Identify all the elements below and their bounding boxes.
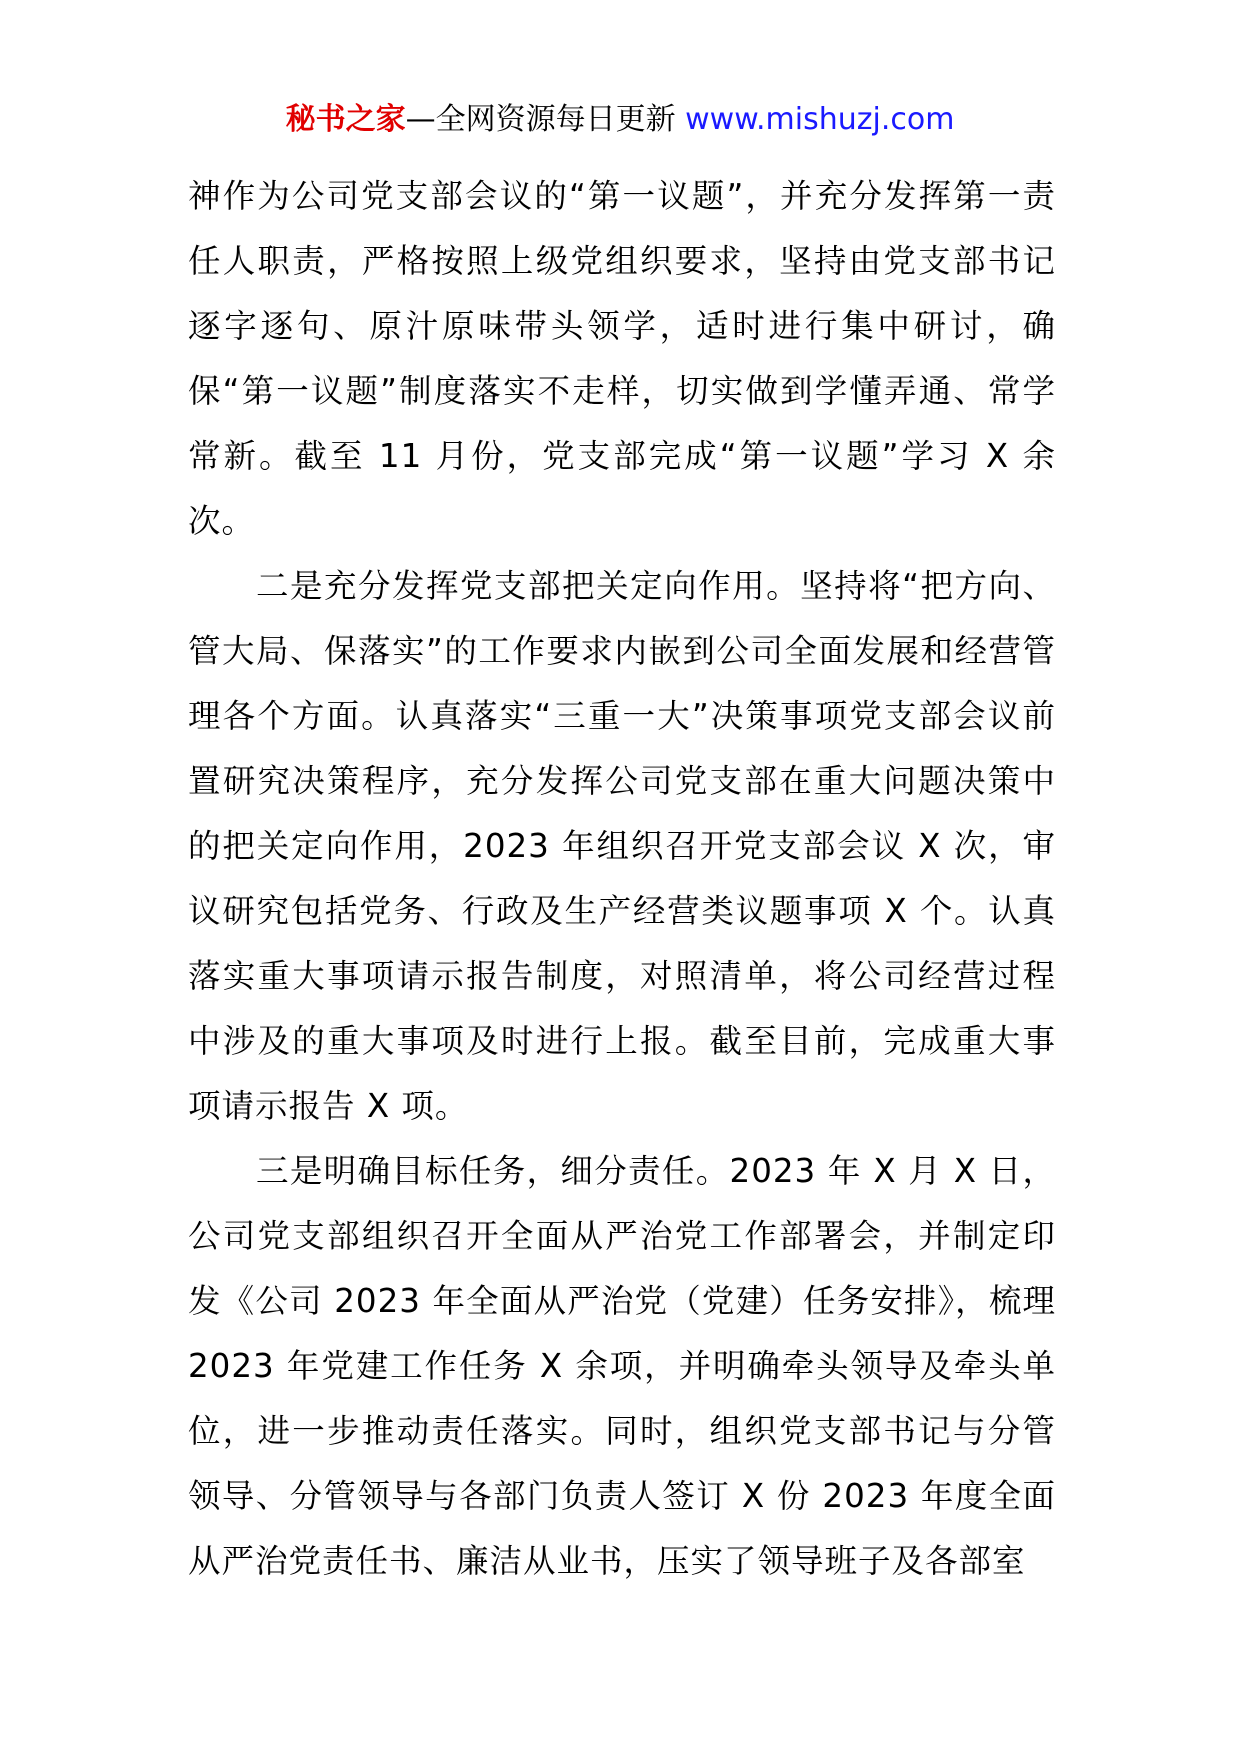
site-header (0, 100, 1240, 140)
document-body (188, 164, 1056, 1594)
header-tagline: —全网资源每日更新 (405, 102, 686, 137)
brand-name: 秘书之家 (285, 102, 406, 137)
site-url-link[interactable]: www.mishuzj.com (685, 102, 955, 137)
paragraph-2: 二是充分发挥党支部把关定向作用。坚持将“把方向、管大局、保落实”的工作要求内嵌到公司全面发展和经营管理各个方面。认真落实“三重一大”决策事项党支部会议前置研究决策程序，充分发挥公司党支部在重大问题决策中的把关定向作用，2023 年组织召开党支部会议 X 次，审议研究包括党务、行政及生产经营类议题事项 X 个。认真落实重大事项请示报告制度，对照清单，将公司经营过程中涉及的重大事项及时进行上报。截至目前，完成重大事项请示报告 X 项。 (188, 567, 1056, 1125)
paragraph-continued: 神作为公司党支部会议的“第一议题”，并充分发挥第一责任人职责，严格按照上级党组织要求，坚持由党支部书记逐字逐句、原汁原味带头领学，适时进行集中研讨，确保“第一议题”制度落实不走样，切实做到学懂弄通、常学常新。截至 11 月份，党支部完成“第一议题”学习 X 余次。 (188, 177, 1056, 540)
paragraph-3: 三是明确目标任务，细分责任。2023 年 X 月 X 日，公司党支部组织召开全面从严治党工作部署会，并制定印发《公司 2023 年全面从严治党（党建）任务安排》，梳理 2023 年党建工作任务 X 余项，并明确牵头领导及牵头单位，进一步推动责任落实。同时，组织党支部书记与分管领导、分管领导与各部门负责人签订 X 份 2023 年度全面从严治党责任书、廉洁从业书，压实了领导班子及各部室 (188, 1152, 1056, 1580)
